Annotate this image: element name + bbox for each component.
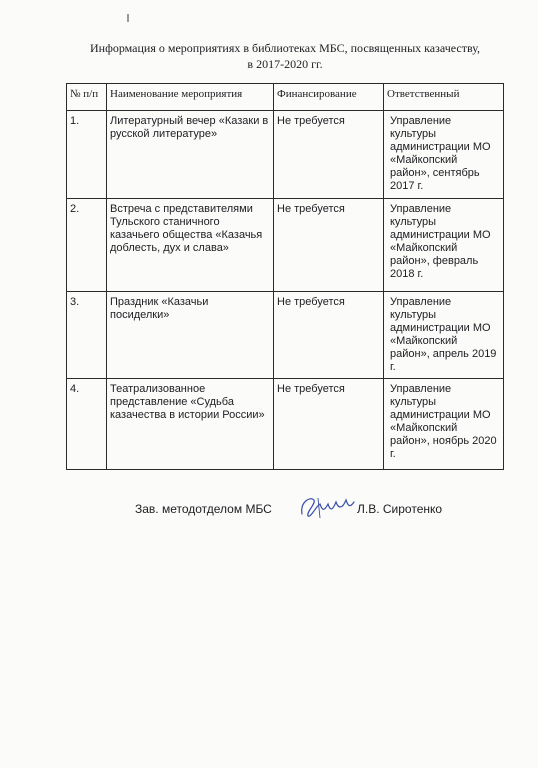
event-name: Встреча с представителями Тульского станичного казачьего общества «Казачья доблесть, дух и слава» [107,199,274,292]
events-table [66,83,504,470]
header-line-1: Информация о мероприятиях в библиотеках МБС, посвященных казачеству, [89,41,481,55]
event-funding: Не требуется [274,111,384,199]
event-name: Театрализованное представление «Судьба казачества в истории России» [107,379,274,470]
signature-icon [298,492,356,522]
table-row [67,292,504,379]
column-header-funding: Финансирование [274,84,384,111]
table-row [67,379,504,470]
column-header-number: № п/п [67,84,107,111]
event-funding: Не требуется [274,199,384,292]
event-responsible: Управление культуры администрации МО «Майкопский район», сентябрь 2017 г. [384,111,504,199]
row-number: 2. [67,199,107,292]
event-name: Литературный вечер «Казаки в русской литературе» [107,111,274,199]
document-header [50,40,520,72]
column-header-name: Наименование мероприятия [107,84,274,111]
event-responsible: Управление культуры администрации МО «Майкопский район», февраль 2018 г. [384,199,504,292]
table-row [67,199,504,292]
event-responsible: Управление культуры администрации МО «Майкопский район», ноябрь 2020 г. [384,379,504,470]
row-number: 1. [67,111,107,199]
signer-name: Л.В. Сиротенко [357,502,443,516]
signer-position: Зав. методотделом МБС [135,502,272,516]
row-number: 4. [67,379,107,470]
event-funding: Не требуется [274,292,384,379]
column-header-responsible: Ответственный [384,84,504,111]
header-line-2: в 2017-2020 гг. [247,57,323,71]
table-row [67,111,504,199]
scan-mark [127,14,129,22]
table-header-row [67,84,504,111]
event-name: Праздник «Казачьи посиделки» [107,292,274,379]
row-number: 3. [67,292,107,379]
event-responsible: Управление культуры администрации МО «Майкопский район», апрель 2019 г. [384,292,504,379]
event-funding: Не требуется [274,379,384,470]
